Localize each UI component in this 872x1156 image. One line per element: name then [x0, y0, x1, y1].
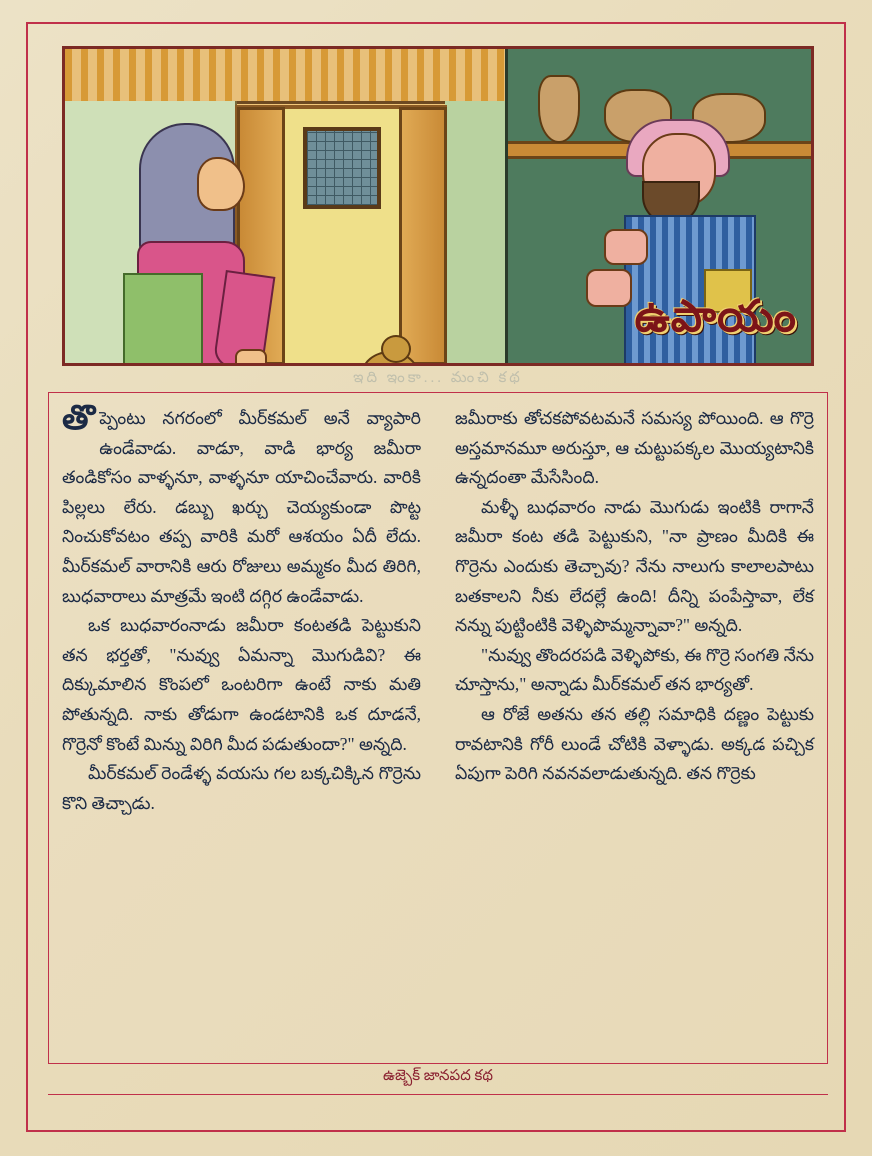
story-title-block [625, 289, 807, 359]
story-illustration [62, 46, 814, 366]
goat-kid-figure [361, 335, 417, 366]
woman-hand [235, 349, 267, 366]
ceiling-beams [65, 49, 505, 104]
pot-icon [538, 75, 580, 143]
story-title: ఉపాయం [634, 292, 797, 341]
paragraph: "నువ్వు తొందరపడి వెళ్ళిపోకు, ఈ గొర్రె సంగతి నేను చూస్తాను," అన్నాడు మీర్‌కమల్ తన భార్యతో. [455, 644, 814, 695]
woman-skirt [123, 273, 203, 366]
illustration-left-scene [65, 49, 505, 363]
footer-divider [48, 1094, 828, 1095]
story-column-right [455, 404, 814, 1044]
paragraph: ఆ రోజే అతను తన తల్లి సమాధికి దణ్ణం పెట్టుకు రావటానికి గోరీ లుండే చోటికి వెళ్ళాడు. అక్కడ పచ్చిక ఏపుగా పెరిగి నవనవలాడుతున్నది. తన గొర్రెకు [455, 703, 814, 784]
paragraph-text: ప్పెంటు నగరంలో మీర్‌కమల్ అనే వ్యాపారి ఉండేవాడు. వాడూ, వాడి భార్య జమీరా తండికోసం వాళ్ళనూ, వాళ్ళనూ యాచించేవారు. వారికి పిల్లలు లేరు. డబ్బు ఖర్చు చెయ్యకుండా పొట్ట నించుకోవటం తప్ప వారికి మరో ఆశయం ఏదీ లేదు. మీర్‌కమల్ వారానికి ఆరు రోజులు అమ్మకం మీద తిరిగి, బుధవారాలు మాత్రమే ఇంటి దగ్గిర ఉండేవాడు. [62, 408, 421, 606]
drop-cap: తొ [62, 400, 96, 437]
woman-face [197, 157, 245, 211]
window-grid [303, 127, 381, 209]
paragraph [62, 400, 421, 611]
wall-right [445, 101, 505, 366]
woman-character [123, 123, 255, 366]
paragraph: మీర్‌కమల్ రెండేళ్ళ వయసు గల బక్కచిక్కిన గొర్రెను కొని తెచ్చాడు. [62, 763, 421, 813]
man-hand-right [604, 229, 648, 265]
story-columns [62, 400, 814, 1044]
paragraph: జమీరాకు తోచకపోవటమనే సమస్య పోయింది. ఆ గొర్రె అస్తమానమూ అరుస్తూ, ఆ చుట్టుపక్కల మొయ్యటానికి ఉన్నదంతా మేసేసింది. [455, 408, 814, 488]
animal-head [381, 335, 411, 363]
paragraph: మళ్ళీ బుధవారం నాడు మొగుడు ఇంటికి రాగానే జమీరా కంట తడి పెట్టుకుని, "నా ప్రాణం మీదికి ఈ గొర్రెను ఎందుకు తెచ్చావు? నేను నాలుగు కాలాలపాటు బతకాలని నీకు లేదల్లే ఉంది! దీన్ని పంపేస్తావా, లేక నన్ను పుట్టింటికి వెళ్ళిపొమ్మన్నావా?" అన్నది. [455, 496, 814, 636]
story-column-left [62, 400, 421, 1044]
faint-masthead-text: ఇది ఇంకా... మంచి కథ [353, 370, 523, 386]
page-footer: ఉజ్బెక్ జానపద కథ [383, 1068, 493, 1084]
door-panel-right [399, 107, 447, 365]
paragraph: ఒక బుధవారంనాడు జమీరా కంటతడి పెట్టుకుని తన భర్తతో, "నువ్వు ఏమన్నా మొగుడివి? ఈ దిక్కుమాలిన కొంపలో ఒంటరిగా ఉంటే నాకు మతి పోతున్నది. నాకు తోడుగా ఉండటానికి ఒక దూడనే, గొర్రెనో కొంటే మిన్ను విరిగి మీద పడుతుందా?" అన్నది. [62, 615, 421, 754]
